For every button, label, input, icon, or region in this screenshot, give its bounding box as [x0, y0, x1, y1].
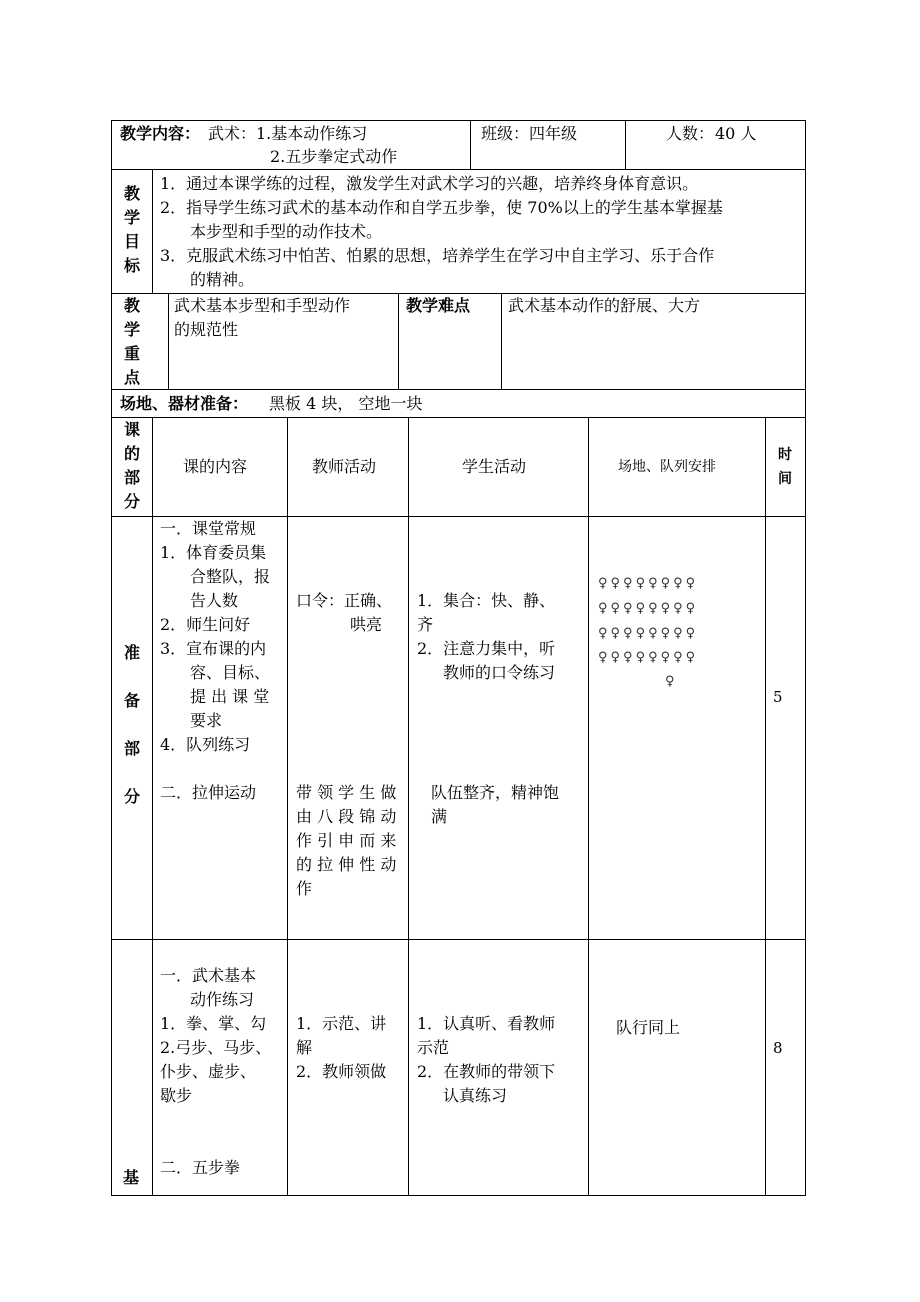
content-label: 教学内容： — [120, 124, 201, 143]
basic-content-5: 仆步、虚步、 — [160, 1062, 257, 1081]
arrangement-header: 场地、队列安排 — [618, 459, 716, 475]
column-header-row — [112, 418, 805, 517]
prep-student-4: 教师的口令练习 — [443, 663, 556, 682]
prep-content-10: 4．队列练习 — [160, 735, 251, 754]
basic-teacher-1: 1．示范、讲 — [296, 1014, 387, 1033]
count-value: 40 人 — [715, 124, 757, 143]
prep-teacher2-3: 作 引 申 而 来 — [296, 831, 397, 850]
prep-content-8: 提 出 课 堂 — [190, 687, 270, 706]
formation-row: ♀♀♀♀♀♀♀♀ — [598, 626, 699, 641]
basic-part-label: 基 — [123, 1168, 140, 1187]
basic-student-3: 2．在教师的带领下 — [417, 1062, 556, 1081]
venue-label: 场地、器材准备： — [120, 394, 249, 413]
basic-student-1: 1．认真听、看教师 — [417, 1014, 556, 1033]
prep-student-1: 1．集合：快、静、 — [417, 591, 556, 610]
basic-content-fivestep: 二．五步拳 — [160, 1158, 241, 1177]
focus-text-2: 的规范性 — [174, 320, 239, 339]
formation-row: ♀♀♀♀♀♀♀♀ — [598, 576, 699, 591]
time-header: 时 间 — [778, 447, 792, 487]
prep-student2-2: 满 — [431, 807, 448, 826]
content-line2: 2.五步拳定式动作 — [270, 147, 398, 166]
formation-leader: ♀ — [665, 674, 678, 689]
basic-teacher-3: 2．教师领做 — [296, 1062, 387, 1081]
prep-teacher-1: 口令：正确、 — [296, 591, 393, 610]
basic-student-4: 认真练习 — [443, 1086, 508, 1105]
goal-1: 1．通过本课学练的过程，激发学生对武术学习的兴趣，培养终身体育意识。 — [160, 174, 699, 193]
prep-teacher2-2: 由 八 段 锦 动 — [296, 807, 397, 826]
prep-teacher2-1: 带 领 学 生 做 — [296, 783, 397, 802]
prep-content-1: 一．课堂常规 — [160, 519, 257, 538]
prep-student-3: 2．注意力集中，听 — [417, 639, 556, 658]
goal-3: 3．克服武术练习中怕苦、怕累的思想，培养学生在学习中自主学习、乐于合作 — [160, 246, 715, 265]
basic-row — [112, 940, 805, 1195]
goal-3-cont: 的精神。 — [190, 270, 255, 289]
prep-teacher2-5: 作 — [296, 879, 313, 898]
class-label: 班级： — [481, 124, 530, 143]
basic-arrangement: 队行同上 — [616, 1018, 681, 1037]
basic-content-6: 歇步 — [160, 1086, 193, 1105]
class-value: 四年级 — [529, 124, 578, 143]
basic-student-2: 示范 — [417, 1038, 450, 1057]
focus-text-1: 武术基本步型和手型动作 — [174, 296, 351, 315]
basic-time: 8 — [773, 1039, 783, 1057]
prep-teacher2-4: 的 拉 伸 性 动 — [296, 855, 397, 874]
goal-2: 2．指导学生练习武术的基本动作和自学五步拳，使 70%以上的学生基本掌握基 — [160, 198, 723, 217]
prep-student2-1: 队伍整齐，精神饱 — [431, 783, 560, 802]
header-row — [112, 121, 805, 170]
content-header: 课的内容 — [183, 457, 248, 476]
difficulty-text: 武术基本动作的舒展、大方 — [508, 296, 701, 315]
prep-row — [112, 517, 805, 940]
prep-content-3: 合整队，报 — [190, 567, 271, 586]
content-line1: 武术：1.基本动作练习 — [208, 124, 368, 143]
basic-content-4: 2.弓步、马步、 — [160, 1038, 272, 1057]
basic-content-1: 一．武术基本 — [160, 966, 257, 985]
prep-student-2: 齐 — [417, 615, 434, 634]
focus-row — [112, 294, 805, 390]
prep-content-7: 容、目标、 — [190, 663, 271, 682]
prep-teacher-2: 哄亮 — [350, 615, 383, 634]
teacher-header: 教师活动 — [312, 457, 377, 476]
prep-content-5: 2．师生问好 — [160, 615, 251, 634]
goals-row — [112, 170, 805, 294]
prep-content-4: 告人数 — [190, 591, 239, 610]
prep-content-stretch: 二．拉伸运动 — [160, 783, 257, 802]
venue-value: 黑板 4 块， 空地一块 — [269, 394, 423, 413]
goals-label: 教 学 目 标 — [123, 184, 140, 275]
prep-part-label: 准 备 部 分 — [123, 643, 140, 806]
student-header: 学生活动 — [462, 457, 527, 476]
prep-time: 5 — [773, 688, 783, 706]
formation-row: ♀♀♀♀♀♀♀♀ — [598, 601, 699, 616]
prep-content-2: 1．体育委员集 — [160, 543, 267, 562]
basic-content-2: 动作练习 — [190, 990, 255, 1009]
focus-label: 教 学 重 点 — [123, 296, 140, 387]
difficulty-label: 教学难点 — [406, 296, 471, 315]
lesson-plan-table — [111, 120, 806, 1196]
basic-content-3: 1．拳、掌、勾 — [160, 1014, 267, 1033]
venue-row — [112, 390, 805, 418]
prep-content-9: 要求 — [190, 711, 223, 730]
prep-content-6: 3．宣布课的内 — [160, 639, 267, 658]
part-header: 课 的 部 分 — [123, 420, 140, 511]
count-label: 人数： — [666, 124, 715, 143]
goal-2-cont: 本步型和手型的动作技术。 — [190, 222, 383, 241]
formation-row: ♀♀♀♀♀♀♀♀ — [598, 650, 699, 665]
basic-teacher-2: 解 — [296, 1038, 313, 1057]
